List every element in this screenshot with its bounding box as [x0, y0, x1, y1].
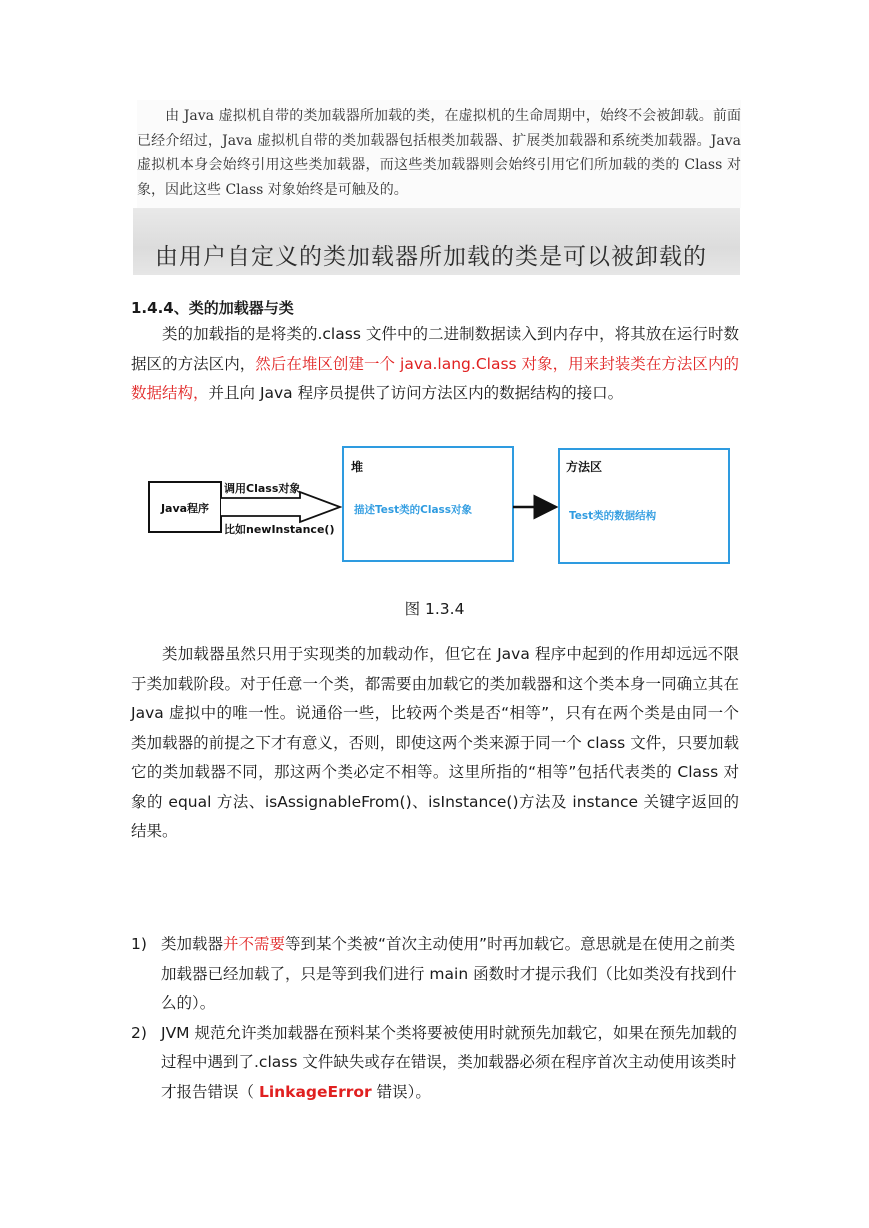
list-item-text-a: 类加载器	[161, 935, 224, 953]
list-number: 2)	[131, 1023, 147, 1042]
class-loader-diagram	[140, 440, 740, 575]
list-item	[131, 1019, 739, 1108]
banner-text: 由用户自定义的类加载器所加载的类是可以被卸载的	[155, 244, 707, 270]
heap-content: 描述Test类的Class对象	[354, 504, 473, 516]
p1-text-highlight: 然后在堆区创建一个 java.lang.Class 对象，用来封装类在方法区内的数据结构，	[131, 354, 739, 402]
list-item	[131, 930, 739, 1019]
scanned-paragraph-text: 由 Java 虚拟机自带的类加载器所加载的类，在虚拟机的生命周期中，始终不会被卸载。前面已经介绍过，Java 虚拟机自带的类加载器包括根类加载器、扩展类加载器和系统类加载器。Java 虚拟机本身会始终引用这些类加载器，而这些类加载器则会始终引用它们所加载的类的 Class 对象，因此这些 Class 对象始终是可触及的。	[137, 108, 741, 198]
method-area-content: Test类的数据结构	[569, 510, 657, 522]
p1-text-a: 类的加载指的是将类的.class 文件中的二进制数据读入到内存中，将其放在运行时数据区的方法区内，	[131, 325, 739, 373]
linkage-error-keyword: LinkageError	[258, 1082, 372, 1101]
list-item-text-b: 错误）。	[371, 1082, 431, 1101]
p1-text-b: 并且向 Java 程序员提供了访问方法区内的数据结构的接口。	[208, 384, 624, 402]
new-instance-label: 比如newInstance()	[224, 523, 335, 536]
scanned-banner	[133, 208, 740, 275]
paragraph-class-identity: 类加载器虽然只用于实现类的加载动作，但它在 Java 程序中起到的作用却远远不限于类加载阶段。对于任意一个类，都需要由加载它的类加载器和这个类本身一同确立其在 Java 虚拟中的唯一性。说通俗一些，比较两个类是否“相等”，只有在两个类是由同一个类加载器的前提之下才有意义，否则，即使这两个类来源于同一个 class 文件，只要加载它的类加载器不同，那这两个类必定不相等。这里所指的“相等”包括代表类的 Class 对象的 equal 方法、isAssignableFrom()、isInstance()方法及 instance 关键字返回的结果。	[131, 645, 739, 840]
java-program-label: Java程序	[160, 502, 210, 515]
numbered-list	[131, 930, 739, 1107]
list-item-text-a: JVM 规范允许类加载器在预料某个类将要被使用时就预先加载它，如果在预先加载的过程中遇到了.class 文件缺失或存在错误，类加载器必须在程序首次主动使用该类时才报告错误（	[161, 1023, 737, 1101]
hollow-arrow	[221, 492, 340, 522]
list-number: 1)	[131, 935, 147, 953]
figure-caption: 图 1.3.4	[404, 600, 465, 618]
list-item-highlight: 并不需要	[223, 935, 286, 953]
call-class-label: 调用Class对象	[224, 482, 301, 495]
list-item-text-b: 等到某个类被“首次主动使用”时再加载它。意思就是在使用之前类加载器已经加载了，只是等到我们进行 main 函数时才提示我们（比如类没有找到什么的）。	[161, 935, 737, 1012]
paragraph-class-loading	[131, 320, 739, 409]
scanned-paragraph	[137, 100, 741, 208]
heap-title: 堆	[351, 460, 364, 474]
section-heading: 1.4.4、类的加载器与类	[131, 299, 294, 317]
method-area-title: 方法区	[566, 460, 603, 474]
